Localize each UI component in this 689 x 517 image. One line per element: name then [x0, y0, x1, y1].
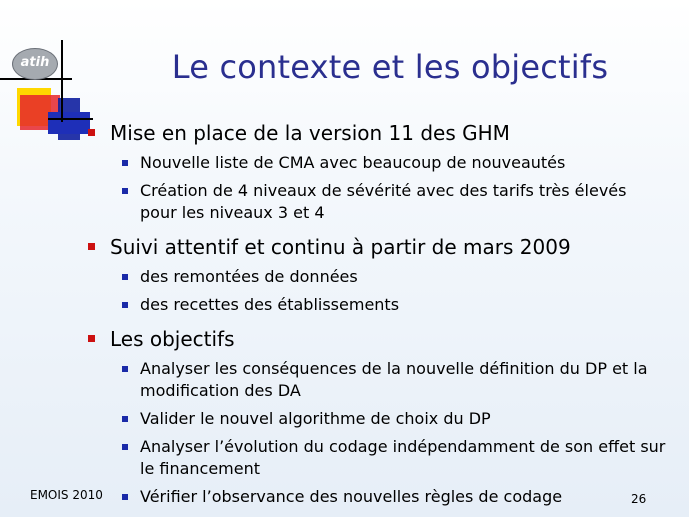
bullet-text: Valider le nouvel algorithme de choix du DP [140, 409, 491, 428]
atih-logo [0, 40, 100, 130]
slide-title: Le contexte et les objectifs [171, 48, 609, 86]
blue-square-bullet-icon [122, 188, 128, 194]
bullet-text: Analyser l’évolution du codage indépendamment de son effet sur le financement [140, 437, 666, 478]
logo-vertical-line [61, 40, 63, 122]
bullet-text: Suivi attentif et continu à partir de mars 2009 [110, 235, 571, 259]
bullet-text: des remontées de données [140, 267, 358, 286]
bullet-text: Analyser les conséquences de la nouvelle définition du DP et la modification des DA [140, 359, 648, 400]
slide-page-number: 26 [631, 492, 647, 506]
bullet-text: Nouvelle liste de CMA avec beaucoup de nouveautés [140, 153, 566, 172]
footer-event-label: EMOIS 2010 [30, 488, 103, 502]
blue-square-bullet-icon [122, 416, 128, 422]
bullet-level1 [88, 234, 668, 260]
bullet-text: Mise en place de la version 11 des GHM [110, 121, 510, 145]
blue-square-bullet-icon [122, 366, 128, 372]
bullet-level2 [88, 408, 668, 430]
red-square-bullet-icon [88, 129, 95, 136]
bullet-level2 [88, 266, 668, 288]
bullet-level1 [88, 120, 668, 146]
bullet-level2 [88, 486, 668, 508]
bullet-level2 [88, 294, 668, 316]
slide-content [88, 118, 668, 508]
logo-blue-bar [48, 112, 90, 134]
logo-horizontal-line-lower [48, 118, 93, 120]
bullet-level2 [88, 152, 668, 174]
bullet-text: des recettes des établissements [140, 295, 400, 314]
logo-badge: atih [12, 48, 58, 80]
bullet-level2 [88, 180, 668, 224]
bullet-text: Création de 4 niveaux de sévérité avec des tarifs très élevés pour les niveaux 3 et 4 [140, 181, 627, 222]
red-square-bullet-icon [88, 243, 95, 250]
bullet-level1 [88, 326, 668, 352]
bullet-text: Les objectifs [110, 327, 235, 351]
blue-square-bullet-icon [122, 160, 128, 166]
bullet-text: Vérifier l’observance des nouvelles règles de codage [140, 487, 563, 506]
blue-square-bullet-icon [122, 274, 128, 280]
blue-square-bullet-icon [122, 444, 128, 450]
blue-square-bullet-icon [122, 494, 128, 500]
bullet-level2 [88, 358, 668, 402]
blue-square-bullet-icon [122, 302, 128, 308]
red-square-bullet-icon [88, 335, 95, 342]
bullet-level2 [88, 436, 668, 480]
